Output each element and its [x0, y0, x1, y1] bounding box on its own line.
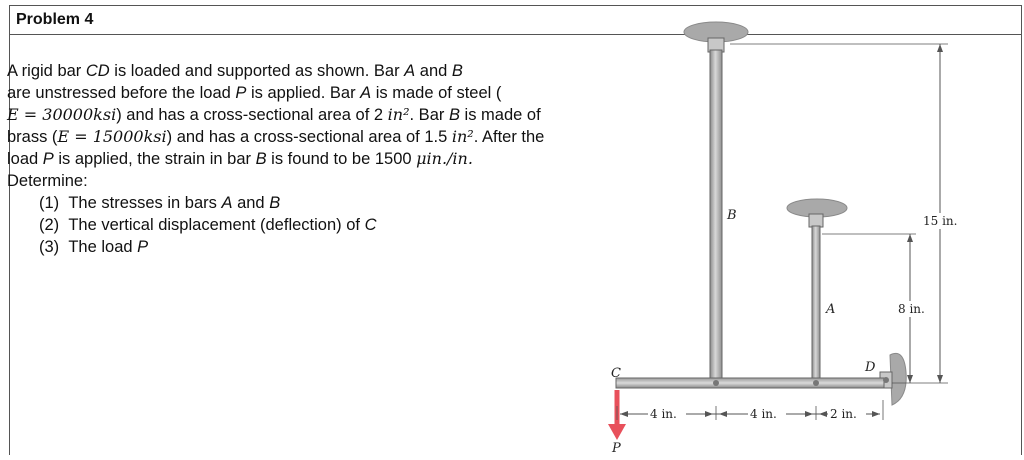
- strain-value-unit: μin./in.: [416, 149, 473, 168]
- problem-statement: [7, 60, 567, 258]
- pin-d-circle: [883, 377, 889, 383]
- task-list: [7, 192, 567, 258]
- task-item: (3) The load P: [39, 238, 149, 256]
- determine-label: Determine:: [7, 172, 88, 190]
- bar-b: [710, 50, 722, 383]
- rigid-bar-cd: [616, 378, 884, 388]
- dim-4b-label: 4 in.: [750, 407, 777, 421]
- dim-8-label: 8 in.: [898, 302, 925, 316]
- label-b: B: [727, 208, 737, 223]
- dim-2-label: 2 in.: [830, 407, 857, 421]
- dim-4a-label: 4 in.: [650, 407, 677, 421]
- task-item: (1) The stresses in bars A and B: [39, 194, 281, 212]
- steel-modulus: E = 30000ksi: [7, 105, 117, 124]
- dim-15-label: 15 in.: [923, 214, 958, 228]
- pin-a-bottom: [813, 380, 819, 386]
- label-a: A: [826, 302, 836, 317]
- structure-figure: [590, 0, 990, 455]
- label-p: P: [612, 441, 621, 455]
- brass-modulus: E = 15000ksi: [57, 127, 167, 146]
- label-c: C: [611, 366, 621, 381]
- bracket-a: [809, 214, 823, 227]
- bar-a: [812, 226, 820, 383]
- problem-title: Problem 4: [16, 11, 94, 28]
- label-d: D: [865, 360, 876, 375]
- structure-diagram: [590, 0, 990, 455]
- pin-b-bottom: [713, 380, 719, 386]
- task-item: (2) The vertical displacement (deflection) of C: [39, 216, 377, 234]
- problem-intro: A rigid bar CD is loaded and supported as shown. Bar A and B are unstressed before the load P is applied. Bar A is made of steel ( E = 30000ksi) and has a cross-sectional area of 2 in². Bar B is made of brass (E = 15000ksi) and has a cross-sectional area of 1.5 in². After the load P is applied, the strain in bar B is found to be 1500 μin./in.: [7, 62, 545, 168]
- load-arrow-head: [608, 424, 626, 440]
